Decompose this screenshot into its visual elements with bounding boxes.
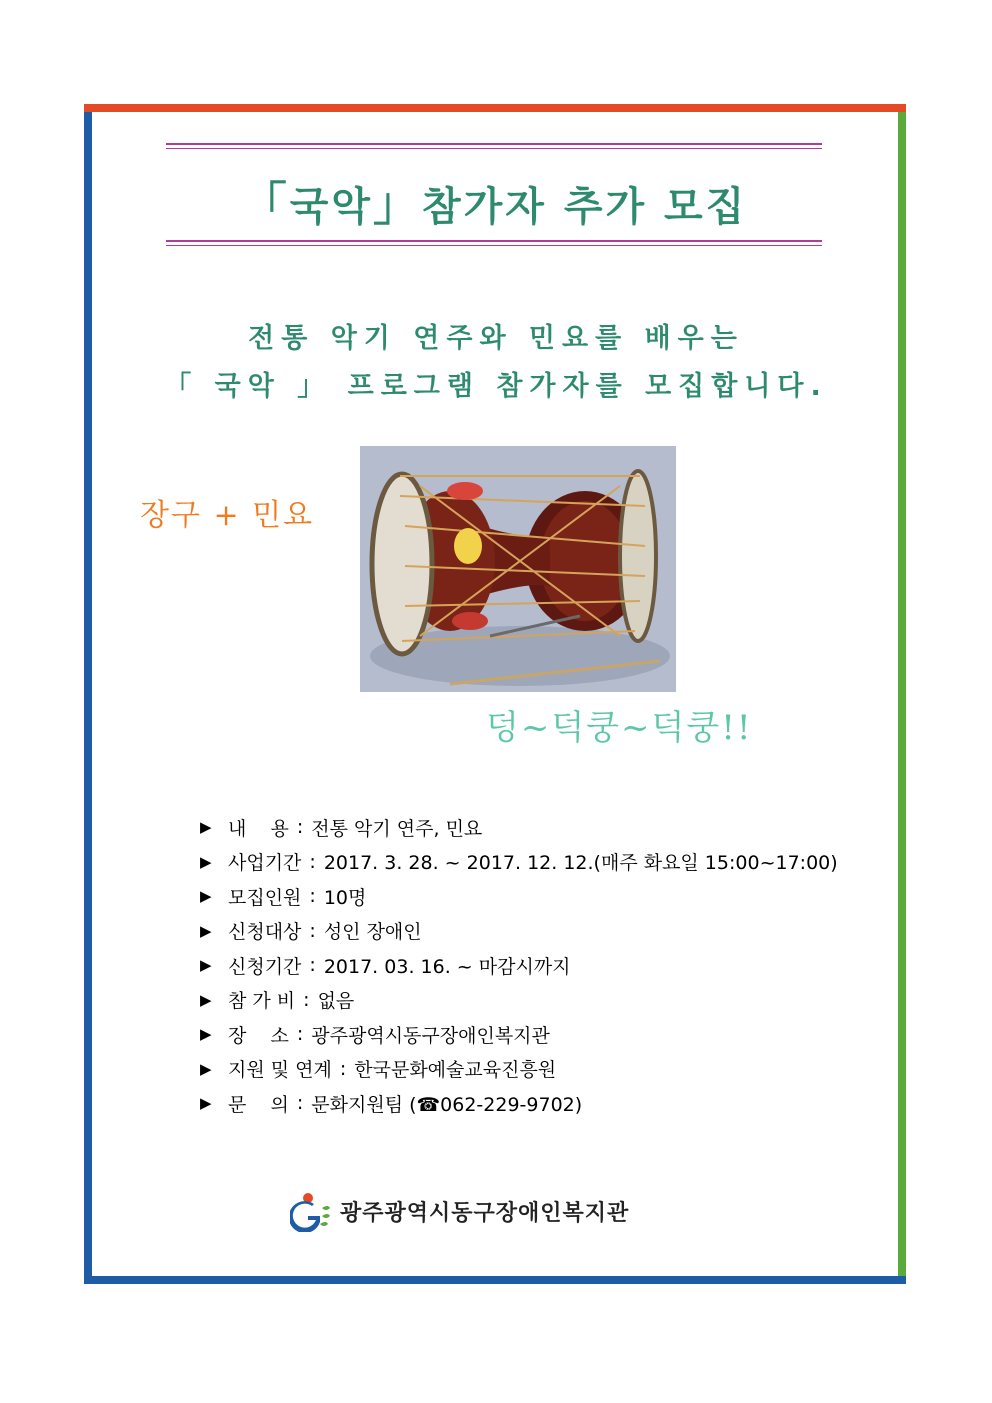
detail-separator: : [339,1057,347,1080]
detail-value: 전통 악기 연주, 민요 [311,817,483,840]
detail-row-period [200,845,880,880]
detail-label: 지원 및 연계 [228,1059,332,1082]
details-list [200,810,880,1121]
detail-row-fee [200,983,880,1018]
org-logo-icon [290,1190,332,1232]
bullet-arrow-icon: ▶ [200,1094,212,1113]
bullet-arrow-icon: ▶ [200,990,212,1009]
title-bracket-open: 「 [240,177,290,231]
bullet-arrow-icon: ▶ [200,956,212,975]
title-rest: 참가자 추가 모집 [421,184,748,230]
detail-row-target [200,914,880,949]
title-bracket-close: 」 [372,177,422,231]
bullet-arrow-icon: ▶ [200,921,212,940]
page-title [166,168,822,234]
detail-separator: : [296,1092,304,1115]
detail-separator: : [309,885,316,908]
detail-value: 없음 [317,990,355,1013]
detail-label: 내 용 [228,817,289,840]
detail-label: 모집인원 [228,886,302,909]
decor-text-right: 덩~덕쿵~덕쿵!! [486,708,753,748]
detail-separator: : [296,816,304,839]
detail-row-application-period [200,948,880,983]
detail-label: 신청기간 [228,955,302,978]
detail-separator: : [309,919,316,942]
bullet-arrow-icon: ▶ [200,818,212,837]
detail-row-inquiry [200,1086,880,1121]
detail-value: 2017. 03. 16. ~ 마감시까지 [323,955,571,978]
detail-value: 광주광역시동구장애인복지관 [311,1024,550,1047]
frame-border-top [84,104,906,112]
detail-value: 10명 [323,886,367,909]
intro-line-2: 「 국악 」 프로그램 참가자를 모집합니다. [164,371,828,402]
org-name: 광주광역시동구장애인복지관 [340,1200,630,1226]
footer-org [290,1188,629,1234]
detail-value: 성인 장애인 [323,921,422,944]
detail-row-recruit-count [200,879,880,914]
detail-value: 2017. 3. 28. ~ 2017. 12. 12.(매주 화요일 15:00~17:00) [323,852,838,875]
detail-row-location [200,1017,880,1052]
title-rule-top [166,143,822,145]
detail-label: 참 가 비 [228,990,296,1013]
detail-label: 사업기간 [228,852,302,875]
detail-separator: : [303,988,310,1011]
detail-label: 문 의 [228,1093,289,1116]
frame-border-bottom [84,1276,906,1284]
title-rule-top-thin [166,148,822,149]
detail-separator: : [309,954,316,977]
frame-border-left [84,112,92,1284]
detail-separator: : [296,1023,304,1046]
title-rule-bottom-thin [166,245,822,246]
frame-border-right [898,112,906,1284]
detail-value: 한국문화예술교육진흥원 [354,1059,557,1082]
title-highlight: 국악 [289,184,373,230]
title-rule-bottom [166,240,822,242]
bullet-arrow-icon: ▶ [200,887,212,906]
janggu-drum-photo [360,446,676,692]
decor-text-left: 장구 + 민요 [140,498,315,533]
bullet-arrow-icon: ▶ [200,852,212,871]
detail-label: 신청대상 [228,921,302,944]
drum-illustration [360,446,676,692]
detail-value: 문화지원팀 (☎062-229-9702) [311,1093,583,1116]
detail-separator: : [309,850,316,873]
detail-row-content [200,810,880,845]
intro-line-1: 전통 악기 연주와 민요를 배우는 [248,323,744,354]
detail-row-support [200,1052,880,1087]
bullet-arrow-icon: ▶ [200,1059,212,1078]
bullet-arrow-icon: ▶ [200,1025,212,1044]
detail-label: 장 소 [228,1024,289,1047]
